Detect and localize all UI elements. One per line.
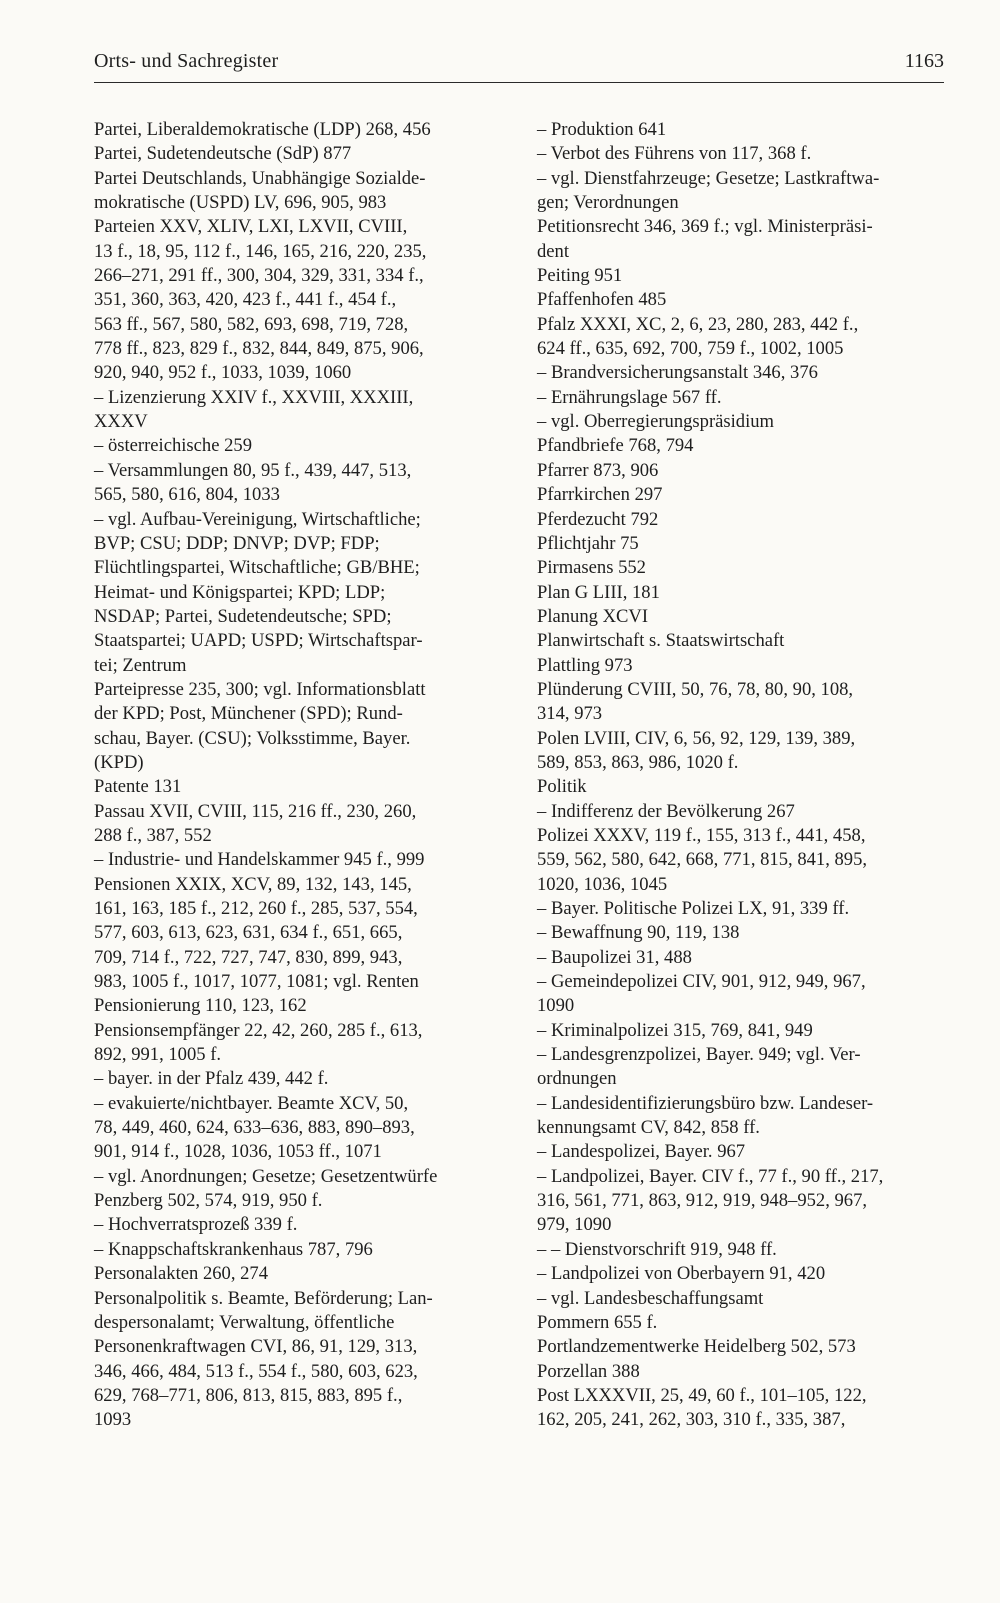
index-subentry xyxy=(94,459,509,508)
index-subentry xyxy=(537,361,957,385)
index-entry xyxy=(537,1360,957,1384)
index-subentry xyxy=(537,1043,957,1092)
index-entry xyxy=(537,727,957,776)
index-subentry xyxy=(537,410,957,434)
index-entry-line: 577, 603, 613, 623, 631, 634 f., 651, 665, xyxy=(94,922,403,944)
index-entry-line: – vgl. Aufbau-Vereinigung, Wirtschaftliche; xyxy=(94,508,421,530)
index-entry-line: Staatspartei; UAPD; USPD; Wirtschaftspar- xyxy=(94,630,423,652)
index-entry-line: Plan G LIII, 181 xyxy=(537,581,660,603)
index-entry xyxy=(94,167,509,216)
index-entry xyxy=(94,1287,509,1336)
index-subentry xyxy=(94,1067,509,1091)
index-entry-line: 778 ff., 823, 829 f., 832, 844, 849, 875, 906, xyxy=(94,338,424,360)
index-entry-line: – Landesidentifizierungsbüro bzw. Landeser- xyxy=(537,1092,874,1114)
index-entry-line: 629, 768–771, 806, 813, 815, 883, 895 f., xyxy=(94,1384,403,1406)
index-entry xyxy=(537,313,957,362)
index-entry-line: Post LXXXVII, 25, 49, 60 f., 101–105, 122, xyxy=(537,1384,867,1406)
index-entry-line: ordnungen xyxy=(537,1068,617,1090)
index-entry-line: 13 f., 18, 95, 112 f., 146, 165, 216, 220, 235, xyxy=(94,240,427,262)
index-entry-line: 346, 466, 484, 513 f., 554 f., 580, 603, 623, xyxy=(94,1360,418,1382)
index-entry-line: – bayer. in der Pfalz 439, 442 f. xyxy=(94,1068,329,1090)
index-entry-line: – Bayer. Politische Polizei LX, 91, 339 ff. xyxy=(537,898,850,919)
index-entry-line: despersonalamt; Verwaltung, öffentliche xyxy=(94,1311,395,1333)
index-subentry xyxy=(94,1165,509,1189)
index-entry-line: – Landespolizei, Bayer. 967 xyxy=(537,1141,746,1163)
index-entry-line: dent xyxy=(537,240,570,262)
index-entry-line: – evakuierte/nichtbayer. Beamte XCV, 50, xyxy=(94,1092,409,1114)
index-subentry xyxy=(94,1238,509,1262)
index-entry-line: – Landesgrenzpolizei, Bayer. 949; vgl. Ver- xyxy=(537,1044,861,1066)
index-subentry xyxy=(537,1165,957,1238)
index-entry-line: Partei Deutschlands, Unabhängige Sozialde- xyxy=(94,167,426,189)
index-entry xyxy=(94,118,509,142)
index-entry-line: Polizei XXXV, 119 f., 155, 313 f., 441, 458, xyxy=(537,824,866,846)
index-entry-line: Parteipresse 235, 300; vgl. Informationsblatt xyxy=(94,678,426,700)
index-entry-line: Pirmasens 552 xyxy=(537,557,646,579)
index-entry-line: 565, 580, 616, 804, 1033 xyxy=(94,484,280,506)
index-subentry xyxy=(537,1140,957,1164)
index-entry-line: – Versammlungen 80, 95 f., 439, 447, 513, xyxy=(94,459,412,481)
index-entry xyxy=(537,581,957,605)
index-entry-line: Pfaffenhofen 485 xyxy=(537,289,667,311)
index-entry-line: 892, 991, 1005 f. xyxy=(94,1044,222,1066)
index-column-left xyxy=(94,118,509,1433)
index-entry-line: tei; Zentrum xyxy=(94,654,187,676)
index-entry-line: XXXV xyxy=(94,411,148,433)
index-entry-line: Pfarrkirchen 297 xyxy=(537,484,663,506)
index-subentry xyxy=(537,800,957,824)
index-subentry xyxy=(537,386,957,410)
index-entry-line: – Ernährungslage 567 ff. xyxy=(537,386,722,408)
index-entry-line: – vgl. Anordnungen; Gesetze; Gesetzentwürfe xyxy=(94,1165,438,1187)
index-entry-line: 1020, 1036, 1045 xyxy=(537,873,668,895)
index-entry-line: – Indifferenz der Bevölkerung 267 xyxy=(537,800,795,822)
index-entry-line: 901, 914 f., 1028, 1036, 1053 ff., 1071 xyxy=(94,1141,382,1163)
index-entry-line: gen; Verordnungen xyxy=(537,192,679,214)
index-subentry xyxy=(94,386,509,435)
index-subentry xyxy=(537,970,957,1019)
index-subentry xyxy=(537,1238,957,1262)
index-entry-line: 589, 853, 863, 986, 1020 f. xyxy=(537,751,739,773)
index-entry-line: Penzberg 502, 574, 919, 950 f. xyxy=(94,1190,323,1212)
index-entry xyxy=(537,629,957,653)
index-subentry xyxy=(94,434,509,458)
index-entry-line: 709, 714 f., 722, 727, 747, 830, 899, 943, xyxy=(94,946,403,968)
index-entry-line: mokratische (USPD) LV, 696, 905, 983 xyxy=(94,192,387,214)
index-entry-line: (KPD) xyxy=(94,751,144,773)
index-entry-line: 983, 1005 f., 1017, 1077, 1081; vgl. Renten xyxy=(94,971,419,993)
index-subentry xyxy=(537,167,957,216)
index-entry-line: Peiting 951 xyxy=(537,265,623,287)
index-entry-line: 266–271, 291 ff., 300, 304, 329, 331, 334 f., xyxy=(94,265,424,287)
index-entry-line: schau, Bayer. (CSU); Volksstimme, Bayer. xyxy=(94,727,411,749)
index-entry xyxy=(537,508,957,532)
index-entry-line: 1090 xyxy=(537,995,575,1017)
index-entry xyxy=(537,483,957,507)
index-entry-line: – Produktion 641 xyxy=(537,119,667,140)
index-entry-line: Pfalz XXXI, XC, 2, 6, 23, 280, 283, 442 f., xyxy=(537,313,859,335)
index-entry-line: 316, 561, 771, 863, 912, 919, 948–952, 967, xyxy=(537,1190,868,1212)
index-entry-line: – Lizenzierung XXIV f., XXVIII, XXXIII, xyxy=(94,386,414,408)
index-entry-line: Personenkraftwagen CVI, 86, 91, 129, 313, xyxy=(94,1336,418,1358)
index-entry xyxy=(537,824,957,897)
index-entry-line: – Knappschaftskrankenhaus 787, 796 xyxy=(94,1238,373,1260)
index-entry-line: Pfandbriefe 768, 794 xyxy=(537,435,694,457)
index-entry-line: Plattling 973 xyxy=(537,654,633,676)
running-head-title: Orts- und Sachregister xyxy=(94,50,279,72)
index-entry-line: – Gemeindepolizei CIV, 901, 912, 949, 967, xyxy=(537,971,866,993)
index-subentry xyxy=(537,142,957,166)
index-entry-line: Plünderung CVIII, 50, 76, 78, 80, 90, 108, xyxy=(537,678,854,700)
index-entry-line: Pfarrer 873, 906 xyxy=(537,459,659,481)
index-entry xyxy=(94,678,509,775)
index-entry-line: Pensionen XXIX, XCV, 89, 132, 143, 145, xyxy=(94,873,412,895)
index-entry-line: – Hochverratsprozeß 339 f. xyxy=(94,1214,298,1236)
index-entry xyxy=(94,873,509,995)
index-entry xyxy=(537,654,957,678)
index-entry-line: 78, 449, 460, 624, 633–636, 883, 890–893, xyxy=(94,1117,415,1139)
index-entry-line: Pensionierung 110, 123, 162 xyxy=(94,995,307,1017)
index-subentry xyxy=(94,508,509,678)
index-entry-line: 1093 xyxy=(94,1409,132,1431)
index-entry-line: – – Dienstvorschrift 919, 948 ff. xyxy=(537,1238,777,1260)
index-entry-line: Pensionsempfänger 22, 42, 260, 285 f., 613, xyxy=(94,1019,423,1041)
index-entry-line: – Landpolizei von Oberbayern 91, 420 xyxy=(537,1263,826,1285)
index-entry xyxy=(537,775,957,799)
index-entry-line: kennungsamt CV, 842, 858 ff. xyxy=(537,1117,760,1139)
index-entry-line: – Bewaffnung 90, 119, 138 xyxy=(537,922,740,944)
index-entry-line: 624 ff., 635, 692, 700, 759 f., 1002, 1005 xyxy=(537,338,844,360)
index-entry-line: Planwirtschaft s. Staatswirtschaft xyxy=(537,630,785,652)
index-subentry xyxy=(94,848,509,872)
index-entry xyxy=(94,1189,509,1213)
index-entry xyxy=(537,215,957,264)
index-entry xyxy=(537,532,957,556)
index-entry-line: 979, 1090 xyxy=(537,1214,612,1236)
index-entry-line: Patente 131 xyxy=(94,776,182,798)
index-entry-line: Personalakten 260, 274 xyxy=(94,1263,269,1285)
index-entry-line: – vgl. Dienstfahrzeuge; Gesetze; Lastkraftwa- xyxy=(537,167,880,189)
index-entry xyxy=(537,556,957,580)
index-entry xyxy=(537,459,957,483)
index-subentry xyxy=(94,1213,509,1237)
index-entry-line: Pommern 655 f. xyxy=(537,1311,658,1333)
index-entry-line: Partei, Liberaldemokratische (LDP) 268, 456 xyxy=(94,119,431,140)
index-entry-line: 162, 205, 241, 262, 303, 310 f., 335, 387, xyxy=(537,1409,846,1431)
index-entry xyxy=(94,1019,509,1068)
index-entry-line: Personalpolitik s. Beamte, Beförderung; Lan- xyxy=(94,1287,433,1309)
index-entry-line: 351, 360, 363, 420, 423 f., 441 f., 454 f., xyxy=(94,289,397,311)
index-entry xyxy=(94,142,509,166)
index-subentry xyxy=(94,1092,509,1165)
index-entry-line: 920, 940, 952 f., 1033, 1039, 1060 xyxy=(94,362,352,384)
index-entry xyxy=(94,775,509,799)
index-entry-line: Petitionsrecht 346, 369 f.; vgl. Ministerpräsi- xyxy=(537,216,873,238)
index-entry-line: – Verbot des Führens von 117, 368 f. xyxy=(537,143,812,165)
index-subentry xyxy=(537,946,957,970)
index-entry-line: – Brandversicherungsanstalt 346, 376 xyxy=(537,362,818,384)
page-number: 1163 xyxy=(904,50,944,72)
index-entry xyxy=(537,1384,957,1433)
index-entry-line: – Baupolizei 31, 488 xyxy=(537,946,692,968)
index-entry-line: 559, 562, 580, 642, 668, 771, 815, 841, 895, xyxy=(537,849,868,871)
index-entry-line: Portlandzementwerke Heidelberg 502, 573 xyxy=(537,1336,856,1358)
index-entry-line: – Industrie- und Handelskammer 945 f., 999 xyxy=(94,849,425,871)
running-head xyxy=(94,48,944,83)
index-entry-line: Passau XVII, CVIII, 115, 216 ff., 230, 260, xyxy=(94,800,417,822)
index-entry-line: Porzellan 388 xyxy=(537,1360,640,1382)
index-entry-line: Pflichtjahr 75 xyxy=(537,532,639,554)
index-entry xyxy=(94,215,509,385)
index-entry-line: – vgl. Oberregierungspräsidium xyxy=(537,411,775,433)
index-entry xyxy=(94,1262,509,1286)
index-entry-line: Polen LVIII, CIV, 6, 56, 92, 129, 139, 389, xyxy=(537,727,856,749)
index-subentry xyxy=(537,1019,957,1043)
index-entry xyxy=(94,1335,509,1432)
index-entry-line: BVP; CSU; DDP; DNVP; DVP; FDP; xyxy=(94,532,380,554)
index-subentry xyxy=(537,1287,957,1311)
index-entry-line: Pferdezucht 792 xyxy=(537,508,659,530)
index-entry-line: Flüchtlingspartei, Witschaftliche; GB/BHE; xyxy=(94,557,420,579)
index-column-right xyxy=(537,118,957,1433)
index-entry-line: der KPD; Post, Münchener (SPD); Rund- xyxy=(94,703,403,725)
index-entry-line: Heimat- und Königspartei; KPD; LDP; xyxy=(94,581,386,603)
index-entry-line: Politik xyxy=(537,776,587,798)
index-entry-line: 314, 973 xyxy=(537,703,603,725)
index-subentry xyxy=(537,1092,957,1141)
index-entry xyxy=(537,434,957,458)
index-entry-line: Partei, Sudetendeutsche (SdP) 877 xyxy=(94,143,352,165)
index-entry-line: 288 f., 387, 552 xyxy=(94,824,212,846)
index-entry-line: 161, 163, 185 f., 212, 260 f., 285, 537, 554, xyxy=(94,898,418,919)
index-entry-line: Planung XCVI xyxy=(537,605,649,627)
index-entry xyxy=(537,678,957,727)
index-entry xyxy=(94,800,509,849)
index-subentry xyxy=(537,921,957,945)
index-entry xyxy=(94,994,509,1018)
index-entry-line: – Landpolizei, Bayer. CIV f., 77 f., 90 ff., 217, xyxy=(537,1165,884,1187)
index-entry-line: – österreichische 259 xyxy=(94,435,252,457)
index-entry xyxy=(537,264,957,288)
index-entry-line: Parteien XXV, XLIV, LXI, LXVII, CVIII, xyxy=(94,216,408,238)
index-subentry xyxy=(537,1262,957,1286)
index-subentry xyxy=(537,118,957,142)
index-entry xyxy=(537,605,957,629)
index-entry xyxy=(537,1335,957,1359)
index-entry-line: 563 ff., 567, 580, 582, 693, 698, 719, 728, xyxy=(94,313,409,335)
index-entry xyxy=(537,1311,957,1335)
index-entry-line: – Kriminalpolizei 315, 769, 841, 949 xyxy=(537,1019,813,1041)
index-subentry xyxy=(537,897,957,921)
index-entry xyxy=(537,288,957,312)
index-entry-line: – vgl. Landesbeschaffungsamt xyxy=(537,1287,764,1309)
index-entry-line: NSDAP; Partei, Sudetendeutsche; SPD; xyxy=(94,605,392,627)
